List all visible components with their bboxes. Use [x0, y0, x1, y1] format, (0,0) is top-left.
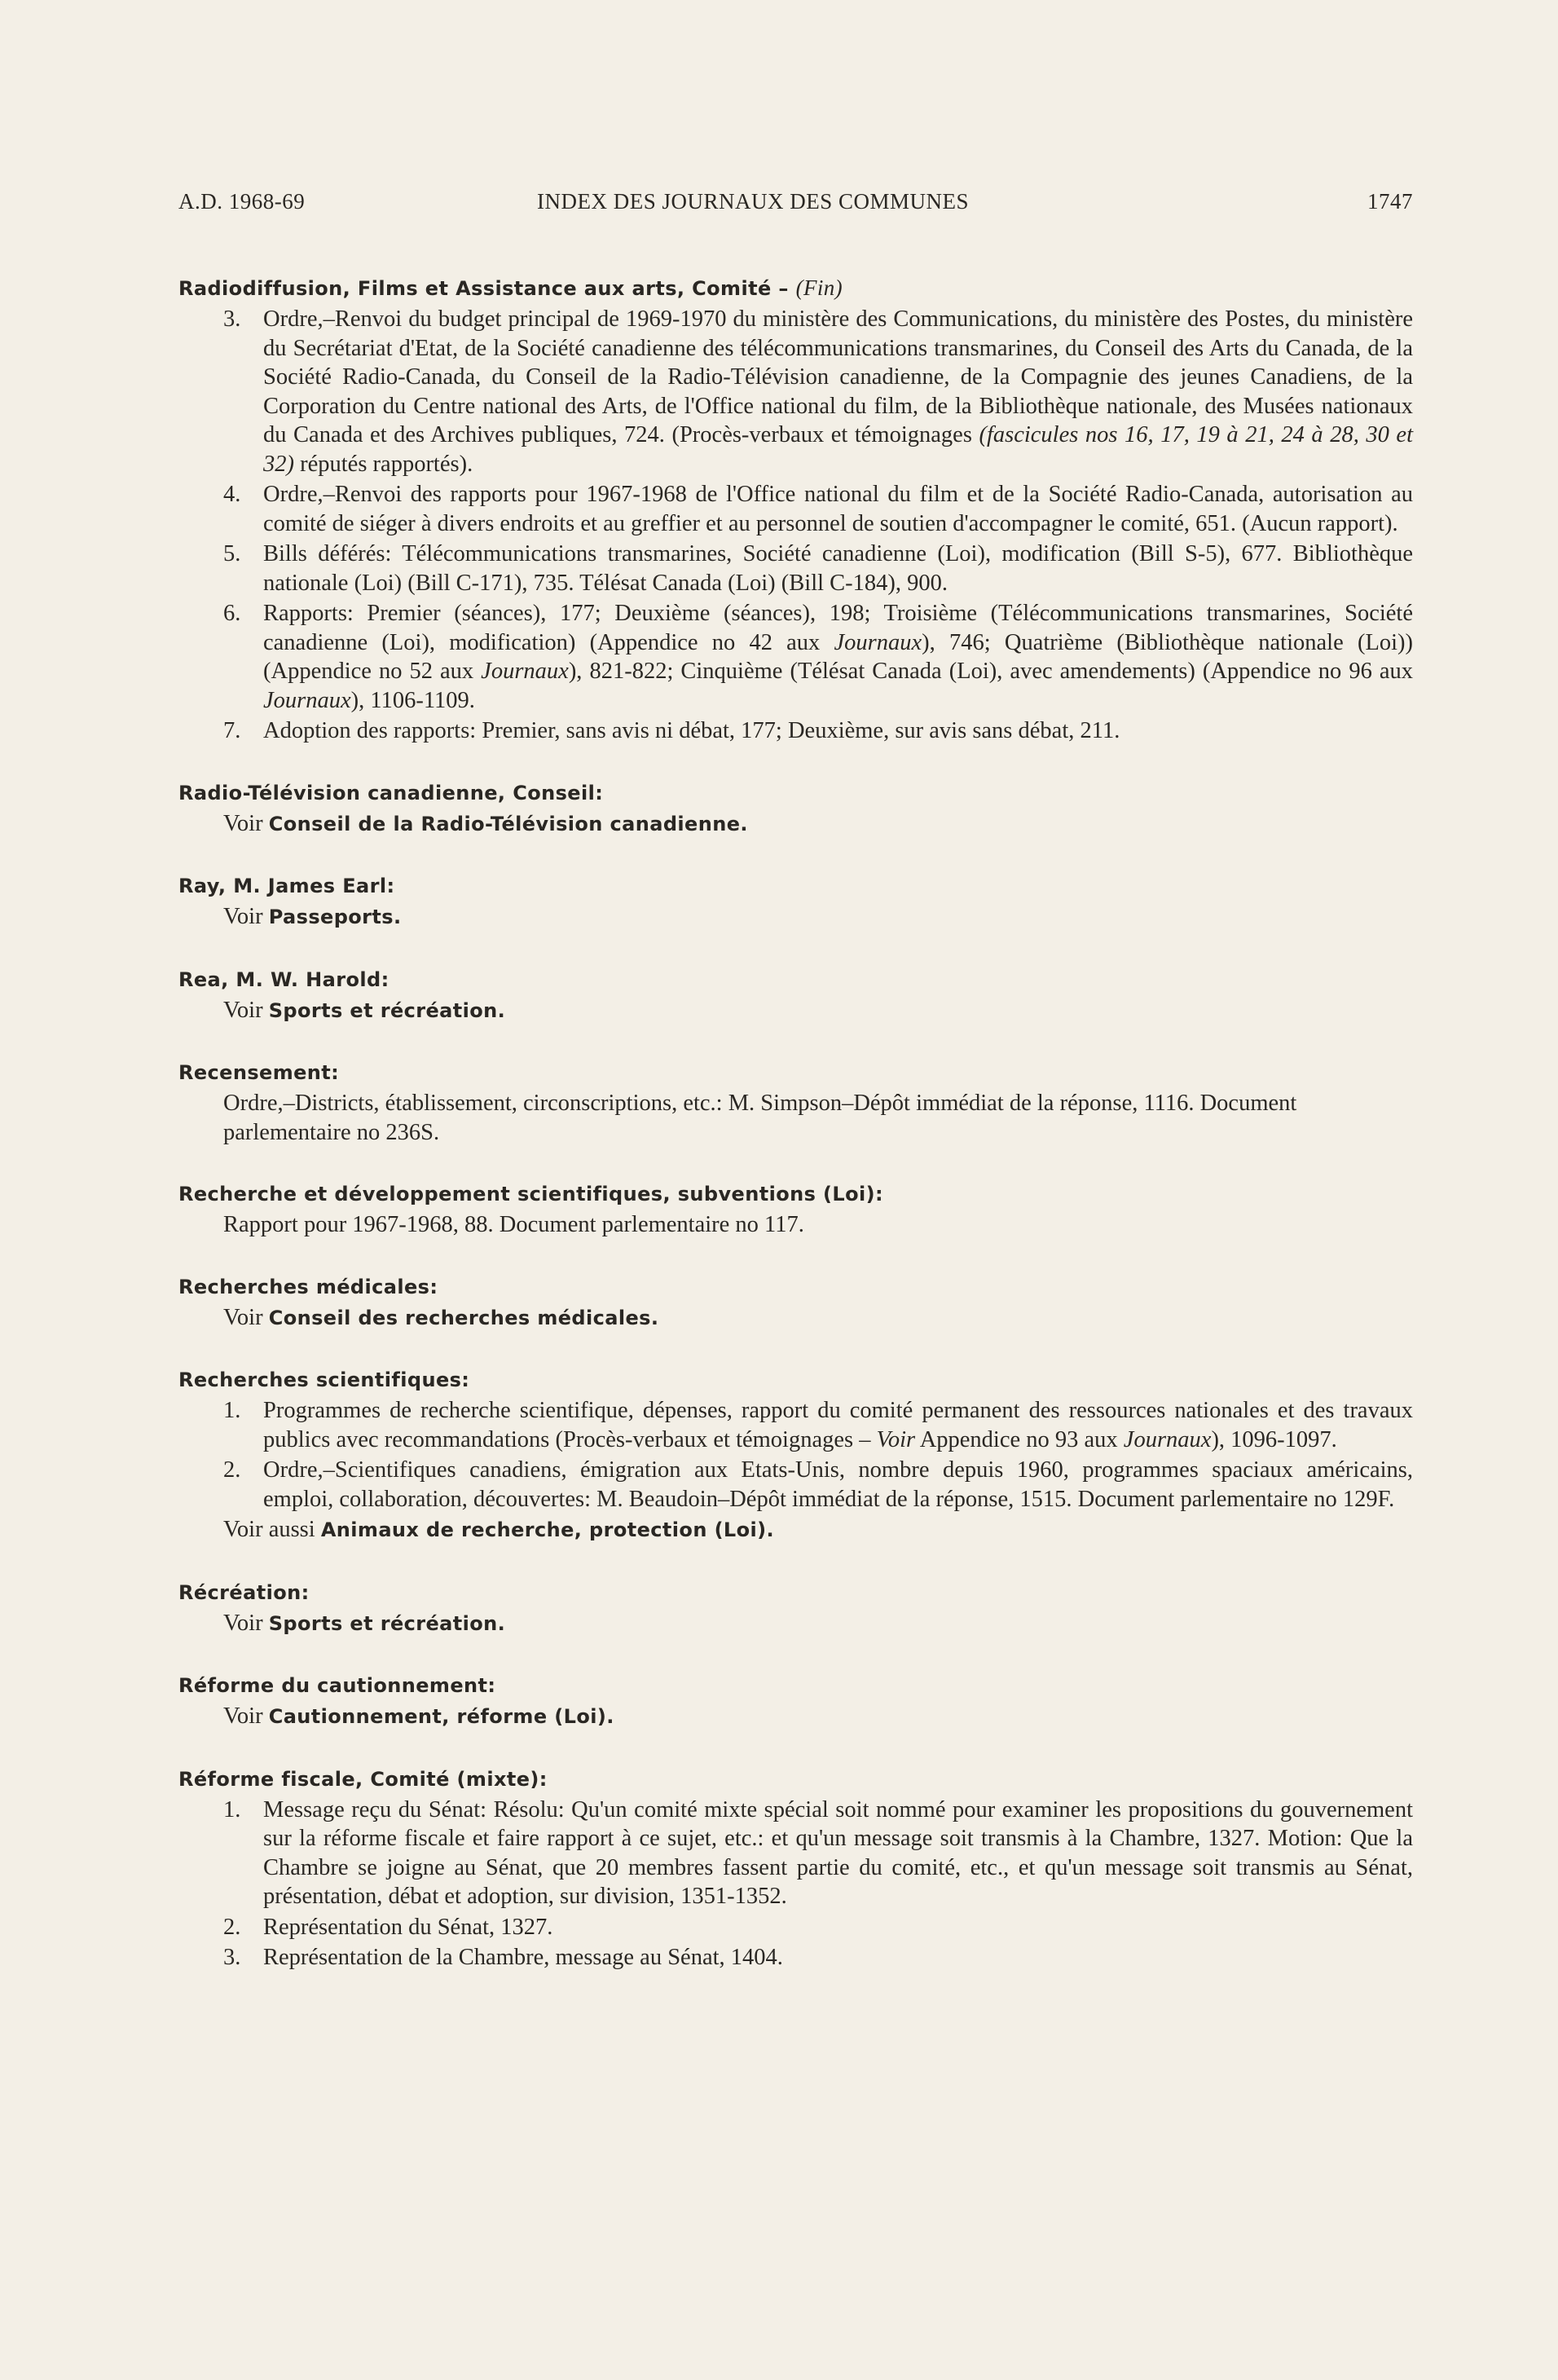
italic-text: Journaux [263, 687, 351, 713]
index-entry [178, 273, 1413, 746]
italic-text: (fascicules nos 16, 17, 19 à 21, 24 à 28, 30 et 32) [263, 422, 1413, 477]
item-number: 1. [223, 1398, 241, 1423]
cross-reference: Conseil de la Radio-Télévision canadienne. [268, 812, 748, 835]
entry-item [178, 540, 1413, 597]
item-number: 7. [223, 718, 241, 743]
running-head-year: A.D. 1968-69 [178, 189, 306, 214]
entry-heading [178, 778, 1413, 808]
running-head [178, 189, 1413, 222]
text-run: Bills déférés: Télécommunications transmarines, Société canadienne (Loi), modification (Bill S-5), 677. Bibliothèque nationale (Loi) (Bill C-171), 735. Télésat Canada (Loi) (Bill C-184), 900. [263, 541, 1413, 596]
entry-line [178, 996, 1413, 1026]
text-run: Adoption des rapports: Premier, sans avis ni débat, 177; Deuxième, sur avis sans débat, 211. [263, 718, 1120, 743]
item-number: 2. [223, 1457, 241, 1483]
entry-items [178, 305, 1413, 746]
entry-heading-text: Recherches scientifiques: [178, 1368, 470, 1391]
text-run: Représentation de la Chambre, message au Sénat, 1404. [263, 1945, 783, 1970]
text-run: Message reçu du Sénat: Résolu: Qu'un comité mixte spécial soit nommé pour examiner les propositions du gouvernement sur la réforme fiscale et faire rapport à ce sujet, etc.: et qu'un message soit transmis à la Chambre, 1327. Motion: Que la Chambre se joigne au Sénat, que 20 membres fassent partie du comité, etc., et qu'un message soit transmis au Sénat, présentation, débat et adoption, sur division, 1351-1352. [263, 1796, 1413, 1909]
entry-line [178, 1515, 1413, 1545]
entry-item [178, 1913, 1413, 1942]
item-number: 6. [223, 601, 241, 626]
index-entry [178, 1365, 1413, 1545]
entry-heading-text: Récréation: [178, 1580, 310, 1604]
cross-reference: Animaux de recherche, protection (Loi). [320, 1518, 775, 1541]
item-number: 1. [223, 1796, 241, 1822]
entry-heading [178, 1365, 1413, 1395]
entry-heading [178, 871, 1413, 901]
entry-line [178, 902, 1413, 932]
text-run: Rapport pour 1967-1968, 88. Document parlementaire no 117. [223, 1212, 804, 1237]
text-run: ), 1096-1097. [1211, 1426, 1337, 1452]
cross-reference: Sports et récréation. [268, 1611, 506, 1635]
index-entry [178, 965, 1413, 1026]
index-entries [178, 273, 1413, 2005]
text-run: Ordre,–Renvoi des rapports pour 1967-1968 de l'Office national du film et de la Société Radio-Canada, autorisation au comité de siéger à divers endroits et au greffier et au personnel de soutien d'accompagner le comité, 651. (Aucun rapport). [263, 482, 1413, 536]
entry-item [178, 599, 1413, 715]
entry-heading-text: Radio-Télévision canadienne, Conseil: [178, 781, 604, 804]
entry-items [178, 1396, 1413, 1514]
item-number: 3. [223, 306, 241, 332]
entry-heading-text: Rea, M. W. Harold: [178, 967, 390, 991]
item-number: 5. [223, 541, 241, 566]
text-run: Programmes de recherche scientifique, dépenses, rapport du comité permanent des ressources nationales et des travaux publics avec recommandations (Procès-verbaux et témoignages – [263, 1398, 1413, 1452]
entry-heading-text: Ray, M. James Earl: [178, 875, 395, 897]
entry-item [178, 305, 1413, 478]
running-head-title: INDEX DES JOURNAUX DES COMMUNES [537, 189, 970, 214]
entry-line [178, 1303, 1413, 1333]
text-run: Représentation du Sénat, 1327. [263, 1914, 553, 1940]
page-number: 1747 [1367, 189, 1413, 214]
item-number: 4. [223, 482, 241, 507]
italic-text: Journaux [1123, 1426, 1212, 1452]
index-entry [178, 1272, 1413, 1333]
entry-heading-text: Radiodiffusion, Films et Assistance aux arts, Comité – [178, 277, 789, 300]
entry-item [178, 716, 1413, 746]
entry-heading [178, 1179, 1413, 1209]
text-run: Ordre,–Renvoi du budget principal de 1969-1970 du ministère des Communications, du ministère des Postes, du ministère du Secrétariat d'Etat, de la Société canadienne des télécommunications transmarines, du Conseil des Arts du Canada, de la Société Radio-Canada, du Conseil de la Radio-Télévision canadienne, de la Compagnie des jeunes Canadiens, de la Corporation du Centre national des Arts, de l'Office national du film, de la Bibliothèque nationale, des Musées nationaux du Canada et des Archives publiques, 724. (Procès-verbaux et témoignages [263, 306, 1413, 447]
entry-heading [178, 1671, 1413, 1700]
text-run: réputés rapportés). [294, 451, 473, 477]
text-run: Voir [223, 1610, 269, 1636]
entry-heading [178, 965, 1413, 994]
index-entry [178, 1765, 1413, 1972]
text-run: ), 1106-1109. [350, 687, 475, 713]
item-number: 3. [223, 1945, 241, 1970]
text-run: Rapports: Premier (séances), 177; Deuxième (séances), 198; Troisième (Télécommunications transmarines, Société canadienne (Loi), modification) (Appendice no 42 aux [263, 601, 1413, 655]
index-entry [178, 1058, 1413, 1147]
text-run: Voir [223, 997, 269, 1023]
item-number: 2. [223, 1914, 241, 1940]
entry-heading-text: Réforme fiscale, Comité (mixte): [178, 1767, 548, 1791]
entry-item [178, 480, 1413, 538]
entry-heading-text: Réforme du cautionnement: [178, 1674, 496, 1697]
index-entry [178, 1671, 1413, 1732]
text-run: Voir [223, 1304, 269, 1330]
text-run: Voir aussi [223, 1517, 321, 1542]
entry-line [178, 1210, 1413, 1240]
entry-heading-text: Recherche et développement scientifiques, subventions (Loi): [178, 1183, 883, 1205]
entry-line [178, 1609, 1413, 1639]
index-entry [178, 871, 1413, 932]
text-run: Voir [223, 1703, 269, 1729]
text-run: Voir [223, 810, 269, 836]
cross-reference: Conseil des recherches médicales. [268, 1306, 659, 1329]
entry-heading [178, 1578, 1413, 1607]
cross-reference: Passeports. [268, 906, 402, 928]
index-entry [178, 778, 1413, 840]
entry-line [178, 1702, 1413, 1732]
text-run: Ordre,–Scientifiques canadiens, émigration aux Etats-Unis, nombre depuis 1960, programmes spaciaux américains, emploi, collaboration, découvertes: M. Beaudoin–Dépôt immédiat de la réponse, 1515. Document parlementaire no 129F. [263, 1457, 1413, 1512]
index-entry [178, 1578, 1413, 1639]
entry-heading-continued: (Fin) [795, 275, 843, 300]
entry-heading-text: Recherches médicales: [178, 1275, 438, 1298]
entry-heading [178, 1058, 1413, 1087]
entry-item [178, 1796, 1413, 1911]
index-entry [178, 1179, 1413, 1240]
italic-text: Journaux [481, 659, 569, 684]
text-run: ), 746; Quatrième (Bibliothèque nationale (Loi)) (Appendice no 52 aux [263, 629, 1413, 684]
cross-reference: Sports et récréation. [268, 998, 506, 1022]
text-run: Voir [223, 904, 269, 929]
entry-heading [178, 1272, 1413, 1302]
entry-heading [178, 1765, 1413, 1794]
italic-text: Journaux [834, 629, 922, 655]
entry-heading-text: Recensement: [178, 1061, 340, 1084]
text-run: ), 821-822; Cinquième (Télésat Canada (Loi), avec amendements) (Appendice no 96 aux [568, 659, 1413, 684]
text-run: Ordre,–Districts, établissement, circonscriptions, etc.: M. Simpson–Dépôt immédiat de la réponse, 1116. Document parlementaire no 236S. [223, 1091, 1297, 1145]
entry-item [178, 1456, 1413, 1514]
entry-item [178, 1396, 1413, 1454]
cross-reference: Cautionnement, réforme (Loi). [268, 1705, 614, 1728]
entry-item [178, 1943, 1413, 1972]
text-run: Appendice no 93 aux [915, 1426, 1124, 1452]
entry-items [178, 1796, 1413, 1972]
entry-line [178, 1089, 1413, 1147]
entry-line [178, 809, 1413, 840]
italic-text: Voir [876, 1426, 916, 1452]
entry-heading [178, 273, 1413, 303]
